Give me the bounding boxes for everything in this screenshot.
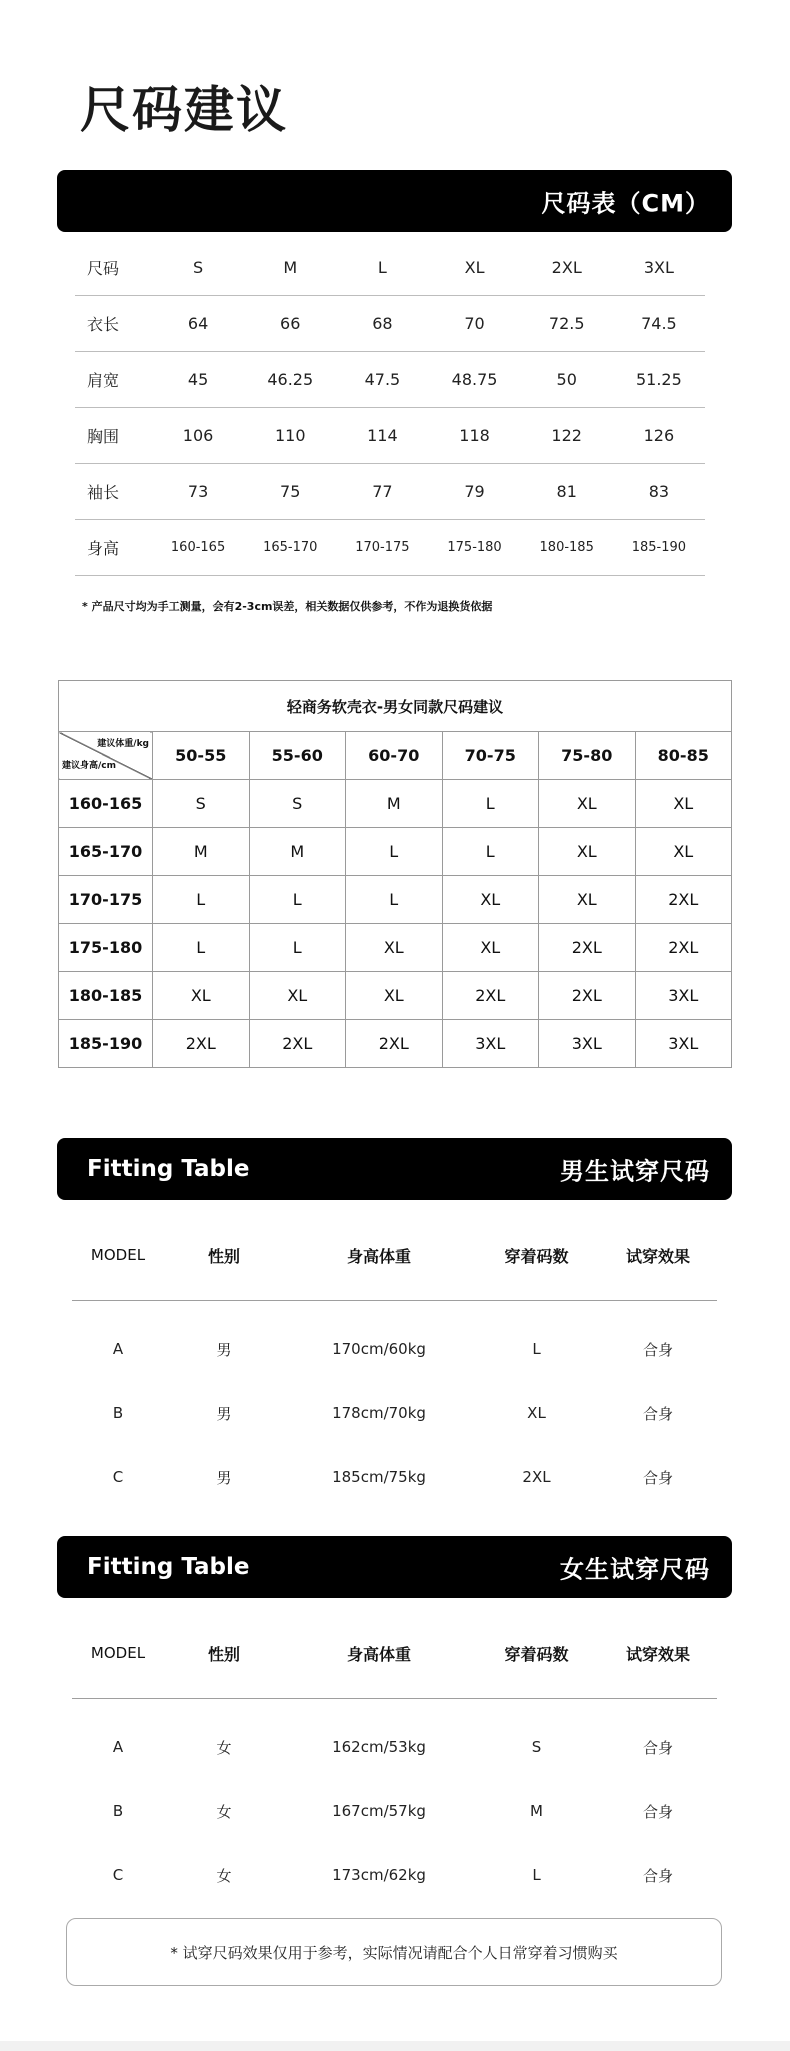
female-fitting-table [72, 1608, 717, 1907]
size-chart-cell: 77 [336, 464, 428, 520]
male-fitting-title: 男生试穿尺码 [560, 1157, 710, 1186]
male-fitting-header-row [72, 1210, 717, 1301]
male-fitting-row [72, 1445, 717, 1509]
fitting-column-header: MODEL [72, 1608, 164, 1699]
size-chart-header-cell: L [336, 240, 428, 296]
size-chart-table [75, 240, 705, 576]
size-chart-row-label: 身高 [75, 520, 152, 576]
fitting-cell: L [532, 1340, 541, 1358]
fitting-cell: 173cm/62kg [332, 1866, 426, 1884]
height-header-cell: 160-165 [59, 780, 153, 828]
fitting-cell: XL [527, 1404, 546, 1422]
recommendation-cell: XL [346, 924, 443, 972]
male-fitting-row [72, 1381, 717, 1445]
size-chart-cell: 106 [152, 408, 244, 464]
size-chart-cell: 81 [521, 464, 613, 520]
size-chart-cell: 160-165 [152, 520, 244, 576]
male-fitting-header-bar [57, 1138, 732, 1200]
size-chart-cell: 50 [521, 352, 613, 408]
fitting-disclaimer: * 试穿尺码效果仅用于参考，实际情况请配合个人日常穿着习惯购买 [66, 1918, 722, 1986]
recommendation-cell: XL [539, 876, 636, 924]
page-title: 尺码建议 [80, 81, 288, 139]
size-chart-cell: 126 [613, 408, 705, 464]
fitting-cell: A [112, 1340, 124, 1358]
fitting-cell: 167cm/57kg [332, 1802, 426, 1820]
size-chart-cell: 122 [521, 408, 613, 464]
recommendation-cell: 2XL [635, 876, 732, 924]
male-fitting-label: Fitting Table [87, 1156, 250, 1182]
female-fitting-row [72, 1779, 717, 1843]
fitting-cell: 合身 [642, 1866, 673, 1885]
fitting-column-header: 身高体重 [284, 1210, 474, 1301]
male-fitting-table [72, 1210, 717, 1509]
female-fitting-header-bar [57, 1536, 732, 1598]
size-chart-cell: 170-175 [336, 520, 428, 576]
size-chart-header-cell: S [152, 240, 244, 296]
weight-header-cell: 80-85 [635, 732, 732, 780]
size-chart-header-bar [57, 170, 732, 232]
size-chart-row [75, 520, 705, 576]
size-chart-cell: 51.25 [613, 352, 705, 408]
recommendation-cell: XL [442, 924, 539, 972]
size-chart-row [75, 464, 705, 520]
fitting-column-header: 穿着码数 [474, 1608, 599, 1699]
size-chart-cell: 48.75 [428, 352, 520, 408]
male-fitting-row [72, 1301, 717, 1382]
fitting-cell: 合身 [642, 1738, 673, 1757]
recommendation-cell: 3XL [539, 1020, 636, 1068]
weight-header-cell: 70-75 [442, 732, 539, 780]
recommendation-cell: 2XL [442, 972, 539, 1020]
size-chart-cell: 68 [336, 296, 428, 352]
size-chart-cell: 79 [428, 464, 520, 520]
female-fitting-row [72, 1843, 717, 1907]
fitting-cell: 185cm/75kg [332, 1468, 426, 1486]
size-recommendation-table [58, 680, 732, 1068]
fitting-cell: 男 [216, 1404, 232, 1423]
female-fitting-row [72, 1699, 717, 1780]
size-chart-header-cell: 3XL [613, 240, 705, 296]
fitting-cell: C [112, 1866, 124, 1884]
recommendation-row [59, 828, 732, 876]
height-header-cell: 185-190 [59, 1020, 153, 1068]
size-chart-row-label: 胸围 [75, 408, 152, 464]
size-chart-cell: 64 [152, 296, 244, 352]
recommendation-cell: S [153, 780, 250, 828]
size-chart-cell: 110 [244, 408, 336, 464]
female-fitting-header-row [72, 1608, 717, 1699]
fitting-cell: 女 [216, 1802, 232, 1821]
fitting-cell: M [530, 1802, 543, 1820]
fitting-column-header: 性别 [164, 1210, 284, 1301]
recommendation-cell: 3XL [635, 1020, 732, 1068]
recommendation-row [59, 780, 732, 828]
recommendation-cell: 2XL [346, 1020, 443, 1068]
recommendation-cell: L [249, 876, 346, 924]
size-chart-cell: 75 [244, 464, 336, 520]
size-chart-cell: 45 [152, 352, 244, 408]
corner-weight-label: 建议体重/kg [97, 739, 149, 749]
recommendation-cell: S [249, 780, 346, 828]
recommendation-cell: L [153, 876, 250, 924]
recommendation-cell: M [153, 828, 250, 876]
bottom-strip [0, 2041, 790, 2051]
fitting-cell: 合身 [642, 1340, 673, 1359]
fitting-cell: 男 [216, 1468, 232, 1487]
fitting-cell: 162cm/53kg [332, 1738, 426, 1756]
fitting-cell: 女 [216, 1738, 232, 1757]
female-fitting-label: Fitting Table [87, 1554, 250, 1580]
fitting-cell: L [532, 1866, 541, 1884]
fitting-cell: B [112, 1404, 124, 1422]
recommendation-cell: 3XL [442, 1020, 539, 1068]
size-chart-cell: 165-170 [244, 520, 336, 576]
size-chart-note: * 产品尺寸均为手工测量，会有2-3cm误差，相关数据仅供参考，不作为退换货依据 [82, 600, 493, 613]
recommendation-cell: XL [442, 876, 539, 924]
size-chart-cell: 118 [428, 408, 520, 464]
recommendation-cell: XL [635, 828, 732, 876]
weight-header-cell: 55-60 [249, 732, 346, 780]
recommendation-cell: L [346, 828, 443, 876]
size-chart-cell: 180-185 [521, 520, 613, 576]
size-chart-header-row [75, 240, 705, 296]
size-chart-cell: 73 [152, 464, 244, 520]
size-chart-row [75, 296, 705, 352]
corner-height-label: 建议身高/cm [62, 761, 117, 771]
recommendation-cell: 2XL [539, 972, 636, 1020]
recommendation-row [59, 924, 732, 972]
height-header-cell: 170-175 [59, 876, 153, 924]
recommendation-row [59, 876, 732, 924]
fitting-cell: 合身 [642, 1802, 673, 1821]
recommendation-header-row [59, 732, 732, 780]
fitting-column-header: MODEL [72, 1210, 164, 1301]
height-header-cell: 180-185 [59, 972, 153, 1020]
size-chart-cell: 185-190 [613, 520, 705, 576]
fitting-cell: 女 [216, 1866, 232, 1885]
fitting-cell: C [112, 1468, 124, 1486]
fitting-cell: 178cm/70kg [332, 1404, 426, 1422]
size-chart-cell: 175-180 [428, 520, 520, 576]
recommendation-row [59, 1020, 732, 1068]
height-header-cell: 165-170 [59, 828, 153, 876]
recommendation-cell: XL [346, 972, 443, 1020]
size-chart-header-cell: 尺码 [75, 240, 152, 296]
fitting-cell: 男 [216, 1340, 232, 1359]
recommendation-cell: XL [153, 972, 250, 1020]
recommendation-cell: XL [539, 828, 636, 876]
size-chart-header-cell: XL [428, 240, 520, 296]
recommendation-cell: L [442, 780, 539, 828]
height-header-cell: 175-180 [59, 924, 153, 972]
fitting-cell: B [112, 1802, 124, 1820]
recommendation-cell: L [346, 876, 443, 924]
size-chart-row-label: 肩宽 [75, 352, 152, 408]
fitting-cell: 合身 [642, 1468, 673, 1487]
size-chart-header-cell: 2XL [521, 240, 613, 296]
size-chart-cell: 114 [336, 408, 428, 464]
size-chart-cell: 70 [428, 296, 520, 352]
recommendation-row [59, 972, 732, 1020]
recommendation-cell: L [442, 828, 539, 876]
recommendation-cell: 2XL [153, 1020, 250, 1068]
size-chart-header-cell: M [244, 240, 336, 296]
fitting-column-header: 试穿效果 [599, 1608, 717, 1699]
fitting-cell: 2XL [522, 1468, 551, 1486]
fitting-column-header: 穿着码数 [474, 1210, 599, 1301]
recommendation-cell: XL [539, 780, 636, 828]
recommendation-cell: 3XL [635, 972, 732, 1020]
recommendation-cell: 2XL [635, 924, 732, 972]
size-chart-cell: 66 [244, 296, 336, 352]
size-chart-cell: 83 [613, 464, 705, 520]
weight-header-cell: 50-55 [153, 732, 250, 780]
fitting-column-header: 性别 [164, 1608, 284, 1699]
recommendation-cell: L [153, 924, 250, 972]
weight-header-cell: 75-80 [539, 732, 636, 780]
size-chart-title: 尺码表（CM） [541, 189, 710, 218]
size-chart-cell: 46.25 [244, 352, 336, 408]
fitting-cell: 170cm/60kg [332, 1340, 426, 1358]
recommendation-cell: M [346, 780, 443, 828]
recommendation-cell: XL [635, 780, 732, 828]
size-chart-row [75, 408, 705, 464]
fitting-cell: S [531, 1738, 542, 1756]
recommendation-cell: L [249, 924, 346, 972]
fitting-column-header: 试穿效果 [599, 1210, 717, 1301]
recommendation-cell: XL [249, 972, 346, 1020]
recommendation-title: 轻商务软壳衣-男女同款尺码建议 [59, 681, 732, 732]
female-fitting-title: 女生试穿尺码 [560, 1555, 710, 1584]
size-chart-cell: 74.5 [613, 296, 705, 352]
recommendation-cell: 2XL [249, 1020, 346, 1068]
size-chart-cell: 47.5 [336, 352, 428, 408]
recommendation-cell: 2XL [539, 924, 636, 972]
weight-header-cell: 60-70 [346, 732, 443, 780]
fitting-cell: A [112, 1738, 124, 1756]
recommendation-cell: M [249, 828, 346, 876]
size-chart-cell: 72.5 [521, 296, 613, 352]
recommendation-corner-cell [59, 732, 153, 780]
fitting-cell: 合身 [642, 1404, 673, 1423]
size-chart-row-label: 衣长 [75, 296, 152, 352]
fitting-column-header: 身高体重 [284, 1608, 474, 1699]
size-chart-row [75, 352, 705, 408]
size-chart-row-label: 袖长 [75, 464, 152, 520]
